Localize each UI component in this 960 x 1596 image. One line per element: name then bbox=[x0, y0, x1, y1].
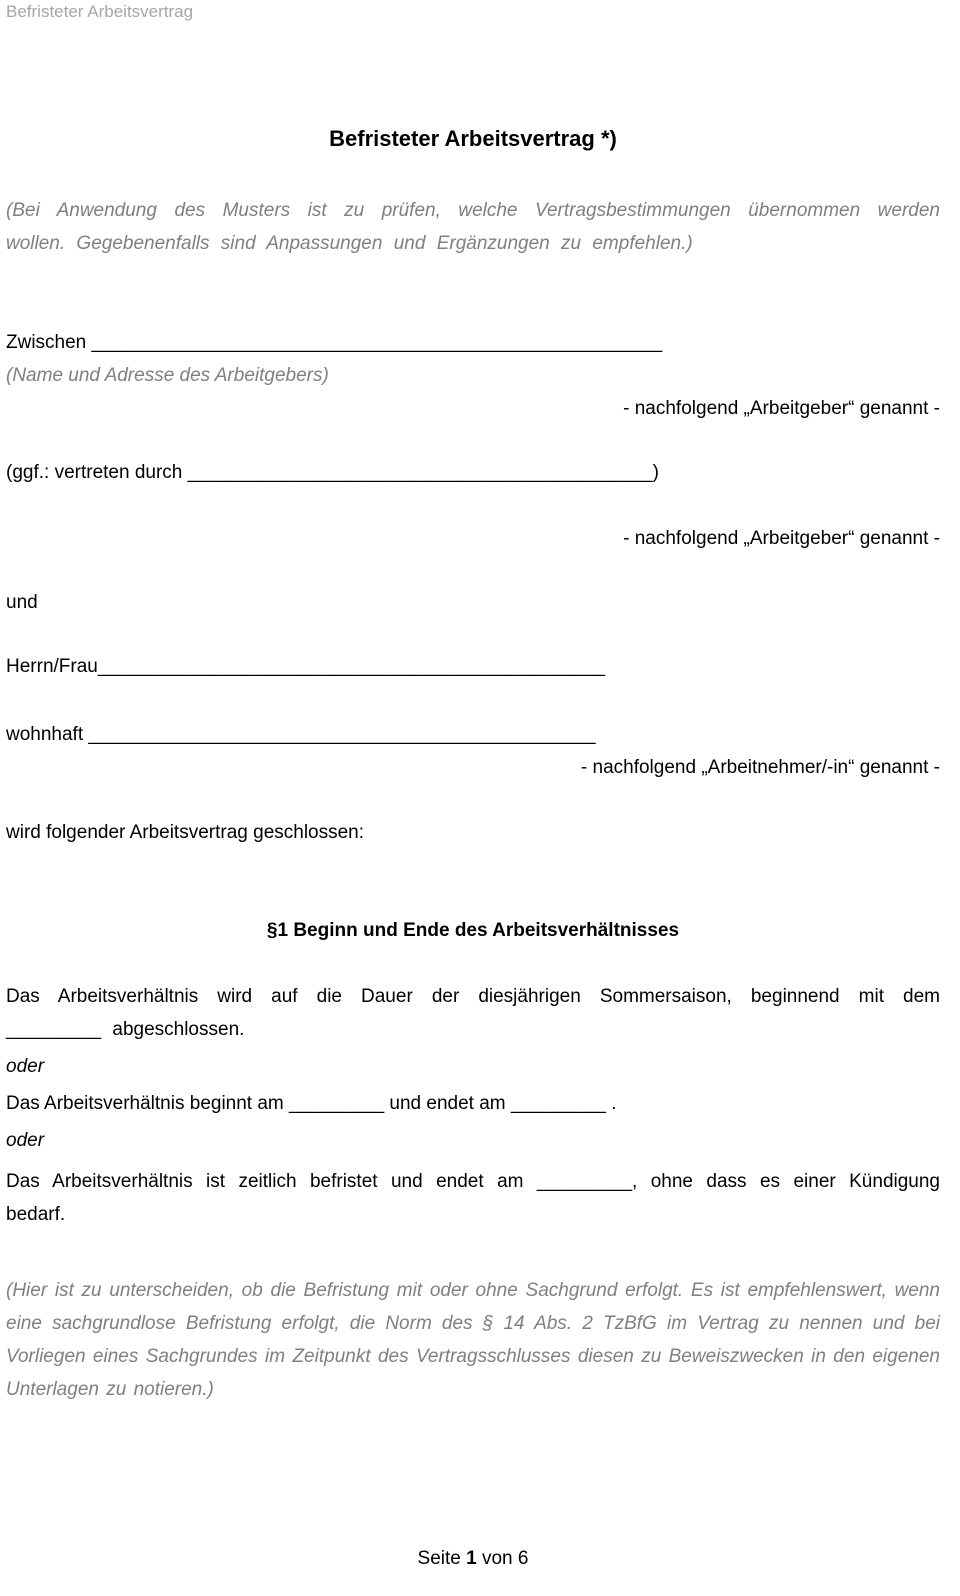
running-header: Befristeter Arbeitsvertrag bbox=[6, 2, 194, 21]
residence-line: wohnhaft ________________________________________________ bbox=[6, 724, 596, 745]
duration-option-3: Das Arbeitsverhältnis ist zeitlich befristet und endet am _________, ohne dass es einer Kündigung bedarf. bbox=[6, 1171, 940, 1225]
and-connector: und bbox=[6, 592, 38, 613]
employee-name-line: Herrn/Frau________________________________________________ bbox=[6, 656, 606, 677]
employer-designation-1: - nachfolgend „Arbeitgeber“ genannt - bbox=[623, 398, 940, 419]
intro-note: (Bei Anwendung des Musters ist zu prüfen, welche Vertragsbestimmungen übernommen werden wollen. Gegebenenfalls sind Anpassungen und Ergänzungen zu empfehlen.) bbox=[6, 200, 940, 254]
section-1-heading: §1 Beginn und Ende des Arbeitsverhältnisses bbox=[266, 920, 680, 941]
duration-option-2: Das Arbeitsverhältnis beginnt am _________ und endet am _________ . bbox=[6, 1093, 617, 1114]
document-title: Befristeter Arbeitsvertrag *) bbox=[329, 126, 617, 151]
employer-address-hint: (Name und Adresse des Arbeitgebers) bbox=[6, 365, 329, 386]
duration-option-1: Das Arbeitsverhältnis wird auf die Dauer der diesjährigen Sommersaison, beginnend mit dem _________ abgeschlossen. bbox=[6, 986, 940, 1040]
advisory-note: (Hier ist zu unterscheiden, ob die Befristung mit oder ohne Sachgrund erfolgt. Es ist empfehlenswert, wenn eine sachgrundlose Befristung erfolgt, die Norm des § 14 Abs. 2 TzBfG im Vertrag zu nennen und bei Vorliegen eines Sachgrundes im Zeitpunkt des Vertragsschlusses diesen zu Beweiszwecken in den eigenen Unterlagen zu notieren.) bbox=[6, 1280, 940, 1400]
footer-suffix: von 6 bbox=[476, 1548, 529, 1569]
or-separator-1: oder bbox=[6, 1056, 45, 1077]
or-separator-2: oder bbox=[6, 1130, 45, 1151]
between-line: Zwischen ______________________________________________________ bbox=[6, 332, 663, 353]
employer-designation-2: - nachfolgend „Arbeitgeber“ genannt - bbox=[623, 528, 940, 549]
page-number: 1 bbox=[466, 1548, 477, 1569]
contract-conclusion-line: wird folgender Arbeitsvertrag geschlossen: bbox=[6, 822, 365, 843]
represented-by-line: (ggf.: vertreten durch ____________________________________________) bbox=[6, 462, 659, 483]
page-footer bbox=[6, 1542, 940, 1575]
employee-designation: - nachfolgend „Arbeitnehmer/-in“ genannt - bbox=[580, 757, 940, 778]
footer-prefix: Seite bbox=[417, 1548, 467, 1569]
